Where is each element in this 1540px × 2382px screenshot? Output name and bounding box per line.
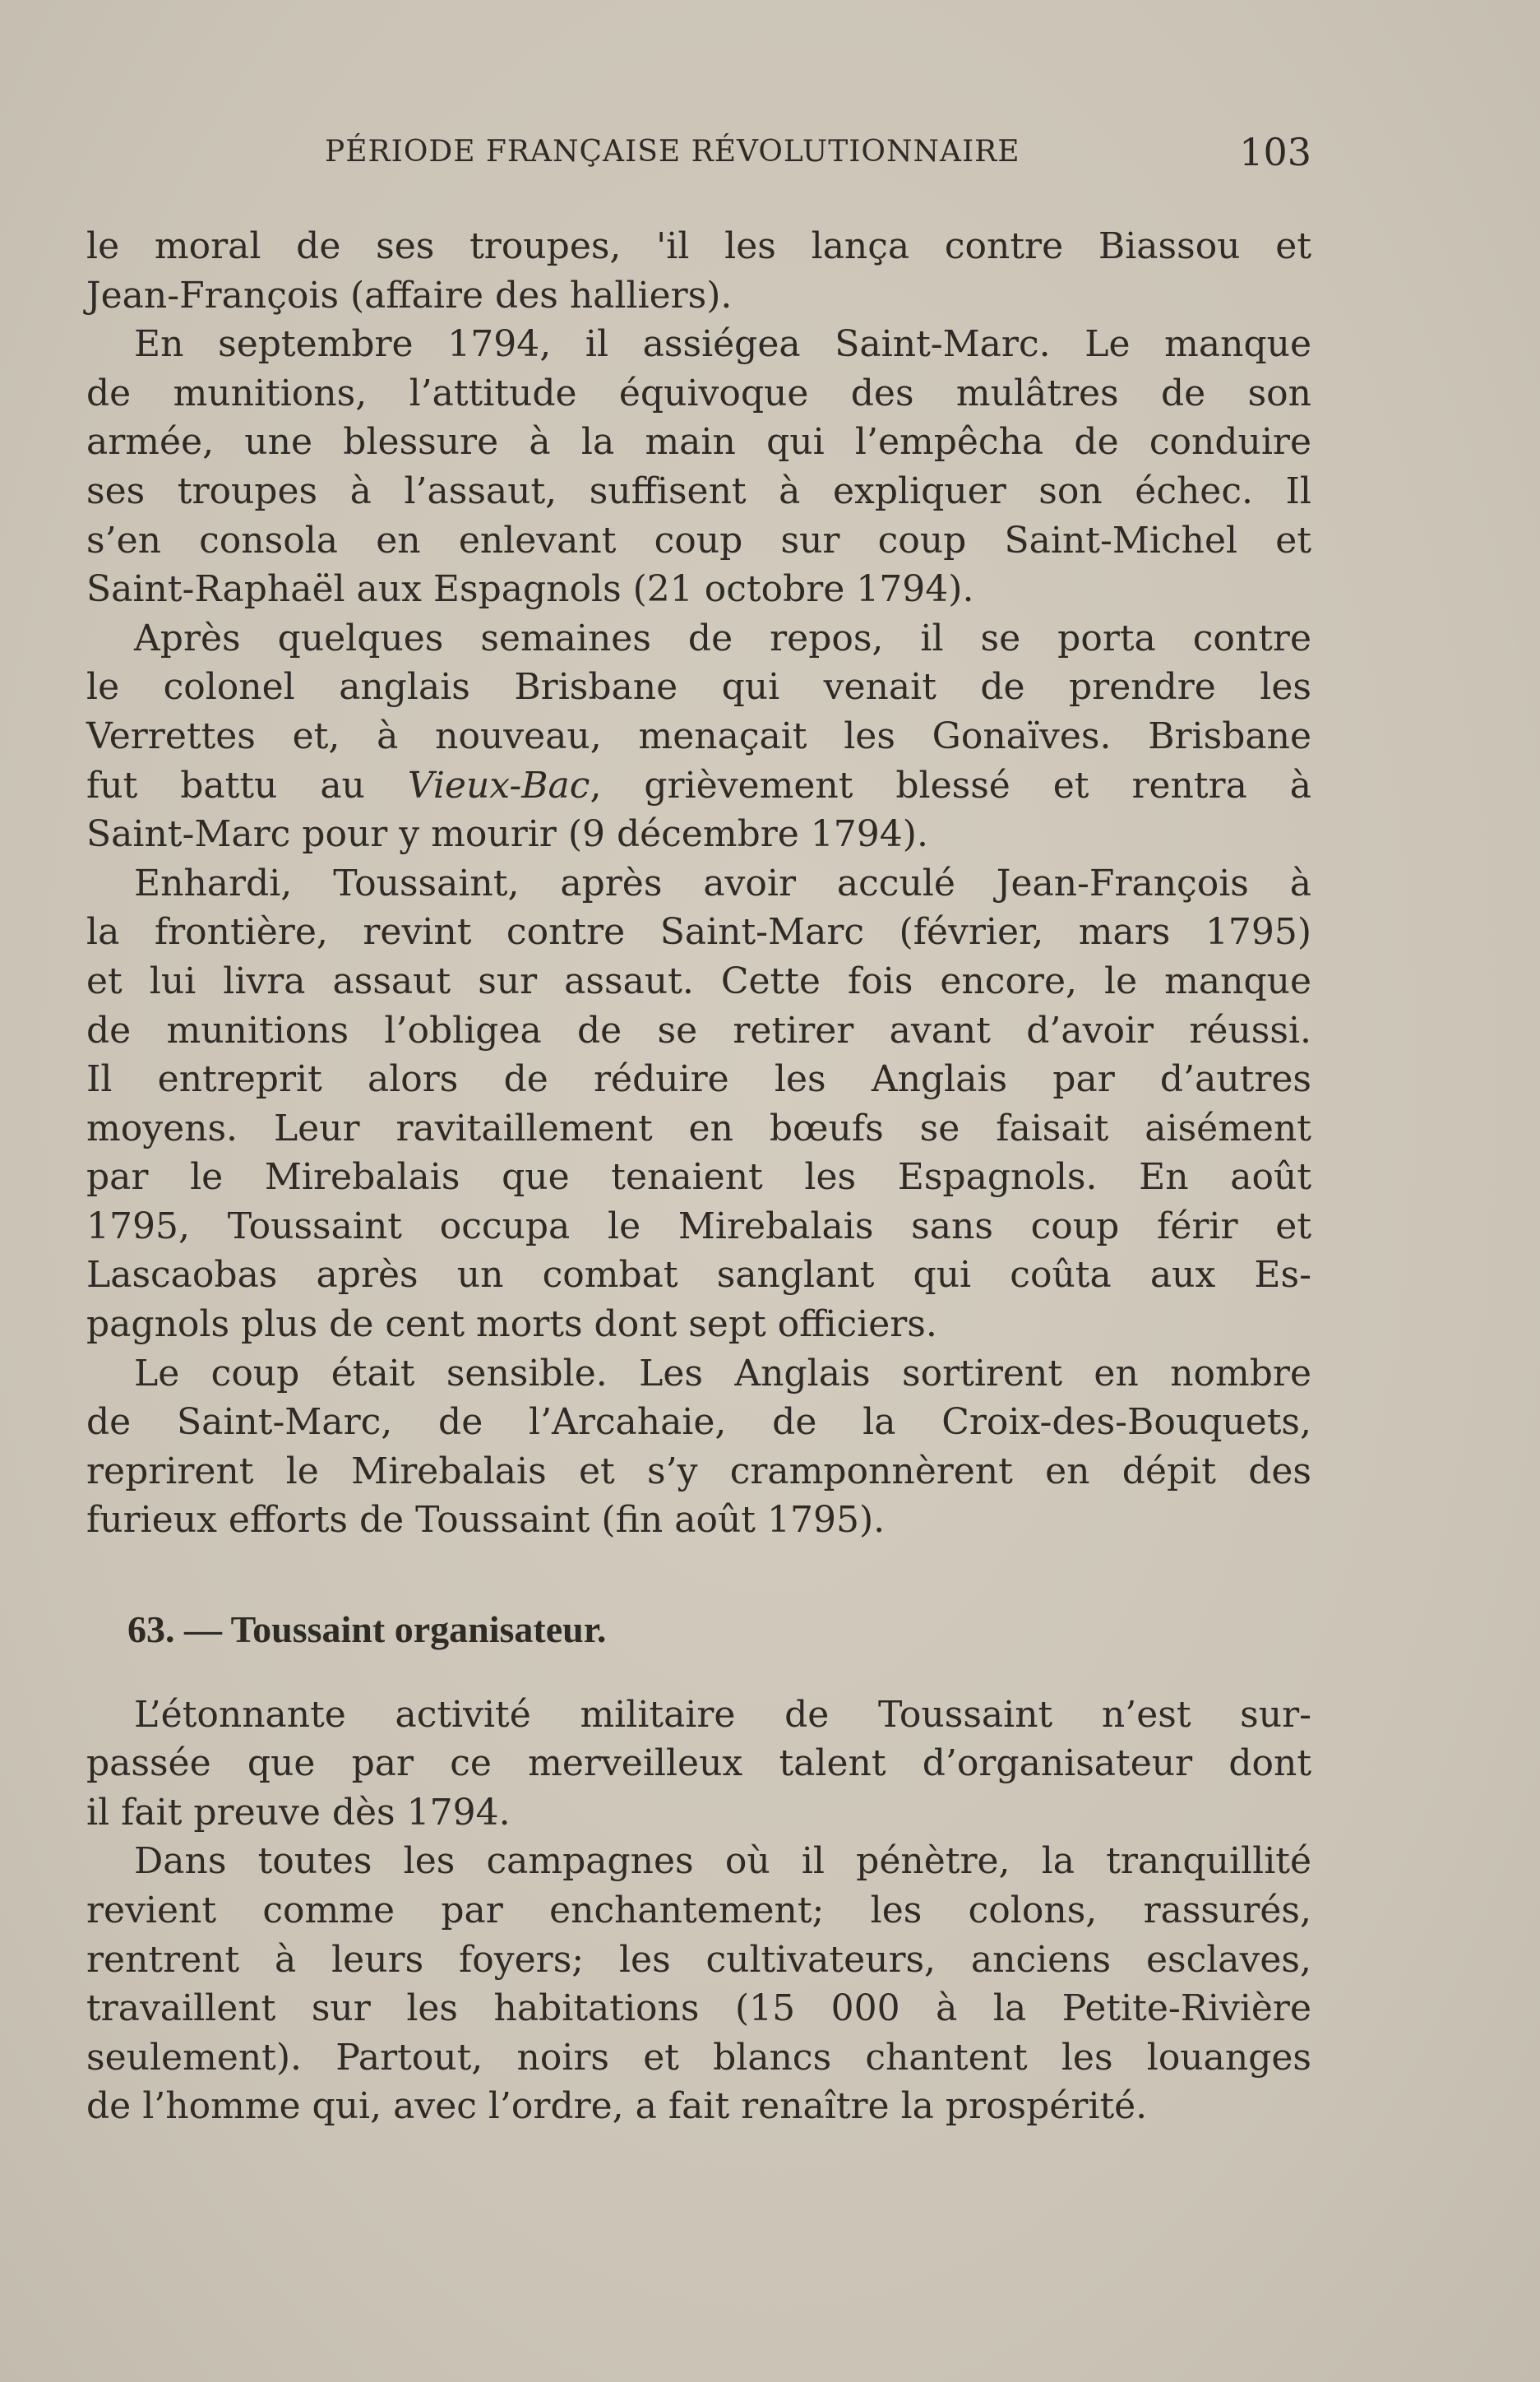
body-text <box>86 222 1311 2131</box>
text-line: passée que par ce merveilleux talent d’organisateur dont <box>86 1742 1311 1785</box>
text-line: travaillent sur les habitations (15 000 à la Petite-Rivière <box>86 1987 1311 2030</box>
text-line: seulement). Partout, noirs et blancs chantent les louanges <box>86 2036 1311 2079</box>
text-line: reprirent le Mirebalais et s’y cramponnèrent en dépit des <box>86 1450 1311 1492</box>
text-line: 1795, Toussaint occupa le Mirebalais sans coup férir et <box>86 1205 1311 1247</box>
text-line: pagnols plus de cent morts dont sept officiers. <box>86 1303 937 1346</box>
text-line: de munitions, l’attitude équivoque des mulâtres de son <box>86 372 1311 414</box>
running-title: PÉRIODE FRANÇAISE RÉVOLUTIONNAIRE <box>325 135 1020 169</box>
text-line: de munitions l’obligea de se retirer avant d’avoir réussi. <box>86 1009 1311 1052</box>
text-line: il fait preuve dès 1794. <box>86 1791 511 1834</box>
text-line: Lascaobas après un combat sanglant qui coûta aux Es- <box>86 1254 1311 1297</box>
page-number: 103 <box>1239 130 1311 174</box>
text-line: Le coup était sensible. Les Anglais sortirent en nombre <box>134 1352 1311 1395</box>
text-line: la frontière, revint contre Saint-Marc (février, mars 1795) <box>86 911 1311 954</box>
text-line: Après quelques semaines de repos, il se porta contre <box>134 617 1311 659</box>
text-block-2 <box>86 1691 1311 2131</box>
text-line: Dans toutes les campagnes où il pénètre, la tranquillité <box>134 1840 1311 1883</box>
text-line: revient comme par enchantement; les colons, rassurés, <box>86 1889 1311 1931</box>
text-line: rentrent à leurs foyers; les cultivateurs, anciens esclaves, <box>86 1938 1311 1981</box>
text-line: de l’homme qui, avec l’ordre, a fait renaître la prospérité. <box>86 2085 1148 2128</box>
text-line: le moral de ses troupes, 'il les lança contre Biassou et <box>86 225 1311 267</box>
text-line: et lui livra assaut sur assaut. Cette fois encore, le manque <box>86 960 1311 1002</box>
running-header <box>86 132 1311 173</box>
text-line: moyens. Leur ravitaillement en bœufs se faisait aisément <box>86 1107 1311 1149</box>
text-line: s’en consola en enlevant coup sur coup Saint-Michel et <box>86 519 1311 562</box>
text-line: de Saint-Marc, de l’Arcahaie, de la Croix-des-Bouquets, <box>86 1401 1311 1444</box>
text-line: fut battu au Vieux-Bac, grièvement blessé et rentra à <box>86 764 1311 807</box>
text-line: L’étonnante activité militaire de Toussaint n’est sur- <box>134 1693 1311 1736</box>
text-line: armée, une blessure à la main qui l’empêcha de conduire <box>86 421 1311 464</box>
italic-place-name: Vieux-Bac <box>407 764 590 807</box>
text-line: Saint-Raphaël aux Espagnols (21 octobre 1794). <box>86 568 974 611</box>
text-line: le colonel anglais Brisbane qui venait de prendre les <box>86 666 1311 709</box>
text-line: par le Mirebalais que tenaient les Espagnols. En août <box>86 1156 1311 1199</box>
text-line: Saint-Marc pour y mourir (9 décembre 1794). <box>86 813 928 856</box>
text-block-1 <box>86 222 1311 1545</box>
text-line: Verrettes et, à nouveau, menaçait les Gonaïves. Brisbane <box>86 715 1311 757</box>
text-line: furieux efforts de Toussaint (fin août 1795). <box>86 1499 886 1542</box>
text-line: En septembre 1794, il assiégea Saint-Marc. Le manque <box>134 323 1311 366</box>
text-line: ses troupes à l’assaut, suffisent à expliquer son échec. Il <box>86 469 1311 512</box>
text-line: Il entreprit alors de réduire les Anglais par d’autres <box>86 1058 1311 1101</box>
text-line: Jean-François (affaire des halliers). <box>86 274 733 317</box>
section-heading: 63. — Toussaint organisateur. <box>127 1608 607 1651</box>
text-line: Enhardi, Toussaint, après avoir acculé Jean-François à <box>134 862 1311 904</box>
